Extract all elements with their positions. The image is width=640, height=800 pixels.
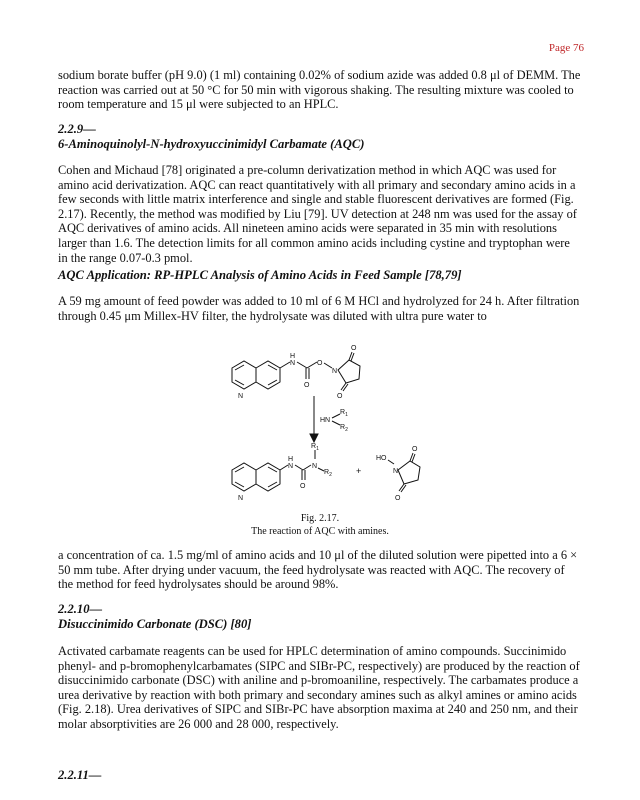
atom-o-nhs-1: O [412,446,418,453]
aqc-reaction-diagram [218,334,422,514]
product-r1: $R_1$ [311,443,319,452]
atom-o-nhs-2: O [395,495,401,502]
page-number: Page 76 [548,42,584,54]
atom-n-top: N [290,360,296,367]
atom-n-urea: N [312,463,318,470]
atom-n-bottom: N [288,463,294,470]
atom-n-succinimide: N [332,368,338,375]
atom-h-bottom: H [288,456,294,463]
feed-paragraph-1: A 59 mg amount of feed powder was added to 10 ml of 6 M HCl and hydrolyzed for 24 h. After filtration through 0.45 μm Millex-HV filter, the hydrolysate was diluted with ultra pure water to [58,294,580,323]
atom-o-ester: O [317,360,323,367]
quinoline-n-top: N [238,393,244,400]
amine-r1: $R_1$ [340,409,348,418]
section-2-2-10-number: 2.2.10— [58,602,103,616]
product-r2: $R_2$ [324,469,332,478]
amine-r2: $R_2$ [340,424,348,433]
section-2-2-9-title: 6-Aminoquinolyl-N-hydroxyuccinimidyl Carbamate (AQC) [58,137,365,151]
atom-o-carbonyl-bottom: O [300,483,306,490]
section-2-2-9-number: 2.2.9— [58,122,96,136]
section-2-2-11-number: 2.2.11— [58,768,102,782]
atom-o-carbonyl-top: O [304,382,310,389]
atom-ho: HO [376,455,387,462]
section-2-2-10-title: Disuccinimido Carbonate (DSC) [80] [58,617,252,631]
feed-paragraph-2: a concentration of ca. 1.5 mg/ml of amino acids and 10 μl of the diluted solution were pipetted into a 6 × 50 mm tube. After drying under vacuum, the feed hydrolysate was reacted with AQC. The recovery of the method for feed hydrolysates should be around 98%. [58,548,578,592]
reaction-plus: + [356,466,362,476]
atom-h-top: H [290,353,296,360]
application-heading: AQC Application: RP-HPLC Analysis of Amino Acids in Feed Sample [78,79] [58,268,462,282]
intro-paragraph: sodium borate buffer (pH 9.0) (1 ml) containing 0.02% of sodium azide was added 0.8 μl of DEMM. The reaction was carried out at 50 °C for 50 min with vigorous shaking. The resulting mixture was cooled to room temperature and 15 μl were subjected to an HPLC. [58,68,581,112]
quinoline-n-bottom: N [238,495,244,502]
figure-number: Fig. 2.17. [300,513,340,524]
aqc-paragraph: Cohen and Michaud [78] originated a pre-column derivatization method in which AQC was used for amino acid derivatization. AQC can react quantitatively with all primary and secondary amino acids in a few seconds with little matrix interference and single and stable fluorescent derivatives are formed (Fig. 2.17). Recently, the method was modified by Liu [79]. UV detection at 248 nm was used for the assay of AQC derivatives of amino acids. All nineteen amino acids were separated in 35 min with resolutions larger than 1.6. The detection limits for all common amino acids including cystine and tryptophan were in the range 0.07-0.3 pmol. [58,163,577,265]
dsc-paragraph: Activated carbamate reagents can be used for HPLC determination of amino compounds. Succinimido phenyl- and p-bromophenylcarbamates (SIPC and SIBr-PC, respectively) are produced by the reaction of disuccinimido carbonate (DSC) with aniline and p-bromoaniline, respectively. The carbamates produce a urea derivative by reaction with both primary and secondary amines such as alkyl amines or amino acids (Fig. 2.18). Urea derivatives of SIPC and SIBr-PC have absorption maxima at 240 and 250 nm, and their molar absorptivities are 26 000 and 28 000, respectively. [58,644,580,731]
figure-caption: The reaction of AQC with amines. [251,526,389,537]
atom-o-succ-2: O [337,393,343,400]
atom-o-succ-1: O [351,345,357,352]
amine-hn: HN [320,417,331,424]
atom-n-nhs: N [393,468,399,475]
